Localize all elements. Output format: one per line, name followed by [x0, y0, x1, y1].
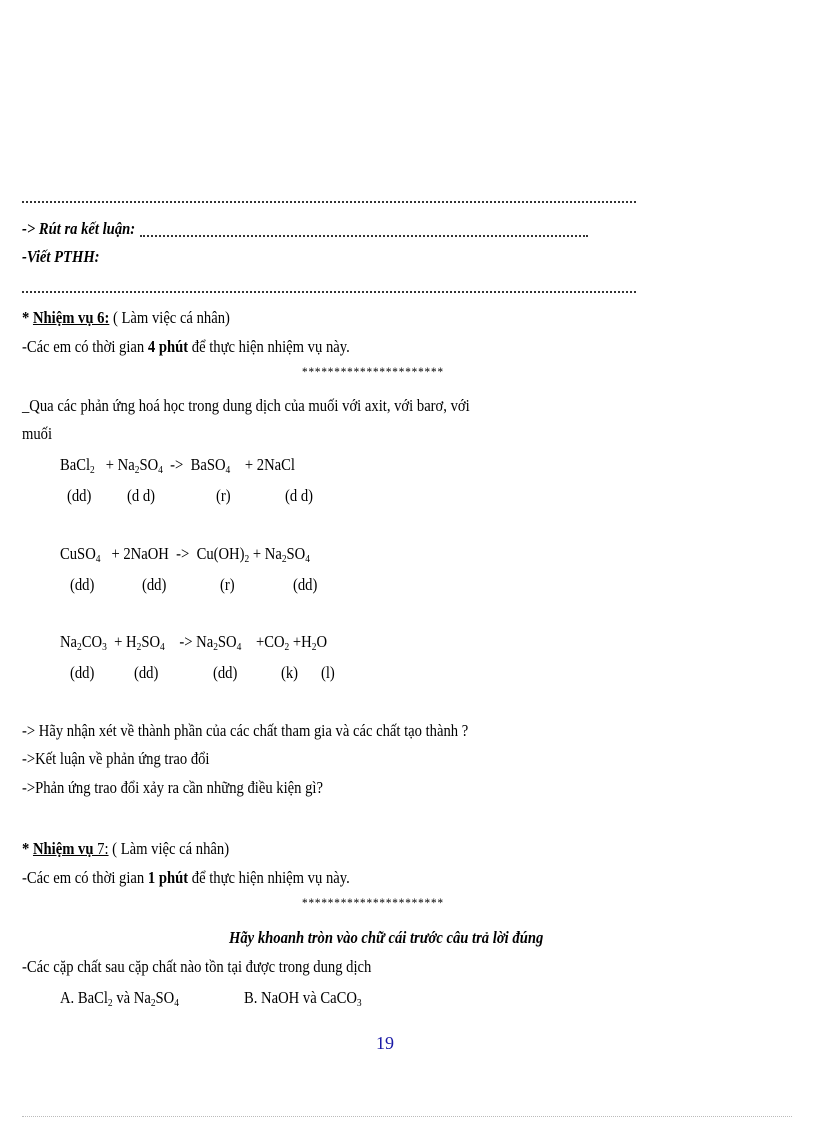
reaction3-equation: $Na_2CO_3 + H_2SO_4$ -> $Na_2SO_4$ $+CO_2 +H_2O$: [60, 632, 328, 653]
task7-title: Nhiệm vụ: [32, 839, 94, 858]
option-a: A. BaCl$_2$ và $Na_2SO_4$: [60, 988, 179, 1009]
intro-line-2: muối: [22, 424, 53, 443]
reaction2-state-3: (r): [220, 575, 235, 594]
task7-stars: **********************: [302, 895, 444, 910]
dotted-line-middle: [22, 291, 636, 293]
reaction2-equation: CuSO$_4$ + 2NaOH -> $Cu(OH)_2 + Na_2SO_4$: [60, 544, 310, 565]
reaction1-state-2: (d d): [127, 486, 156, 505]
question7-text: -Các cặp chất sau cặp chất nào tồn tại được trong dung dịch: [22, 957, 372, 976]
write-pthh-label: -Viết PTHH:: [22, 247, 100, 266]
reaction3-state-4: (k): [281, 663, 299, 682]
conclusion-dotted-line: [140, 235, 588, 237]
page-number: 19: [376, 1033, 394, 1053]
task7-heading: * Nhiệm vụ 7: ( Làm việc cá nhân): [22, 839, 230, 858]
reaction2-state-1: (dd): [70, 575, 95, 594]
task6-star: *: [22, 308, 33, 327]
task6-stars: **********************: [302, 364, 444, 379]
bottom-dotted-border: [22, 1116, 792, 1117]
question-line-1: -> Hãy nhận xét về thành phần của các chất tham gia và các chất tạo thành ?: [22, 721, 469, 740]
question-line-2: ->Kết luận về phản ứng trao đổi: [22, 749, 210, 768]
question-line-3: ->Phản ứng trao đổi xảy ra cần những điều kiện gì?: [22, 778, 323, 797]
intro-line-1: _Qua các phản ứng hoá học trong dung dịch của muối với axit, với barơ, với: [22, 396, 470, 415]
option-b: B. NaOH và CaCO$_3$: [244, 988, 362, 1009]
conclusion-label: -> Rút ra kết luận:: [22, 219, 136, 238]
reaction1-state-3: (r): [216, 486, 231, 505]
reaction3-state-2: (dd): [134, 663, 159, 682]
reaction1-equation: BaCl$_2$ + $Na_2SO_4$ -> BaSO$_4$ + 2NaCl: [60, 455, 295, 476]
reaction2-state-2: (dd): [142, 575, 167, 594]
reaction2-state-4: (dd): [293, 575, 318, 594]
task6-title: Nhiệm vụ 6:: [32, 308, 110, 327]
task6-heading: [22, 308, 230, 328]
task7-time: -Các em có thời gian 1 phút để thực hiện nhiệm vụ này.: [22, 868, 350, 887]
instruction-heading: Hãy khoanh tròn vào chữ cái trước câu trả lời đúng: [229, 928, 544, 947]
reaction3-state-1: (dd): [70, 663, 95, 682]
reaction3-state-3: (dd): [213, 663, 238, 682]
reaction3-state-5: (l): [321, 663, 335, 682]
reaction1-state-4: (d d): [285, 486, 314, 505]
task6-time: -Các em có thời gian 4 phút để thực hiện nhiệm vụ này.: [22, 337, 350, 356]
task6-note: ( Làm việc cá nhân): [109, 308, 230, 327]
dotted-line-top: [22, 201, 636, 203]
reaction1-state-1: (dd): [67, 486, 92, 505]
